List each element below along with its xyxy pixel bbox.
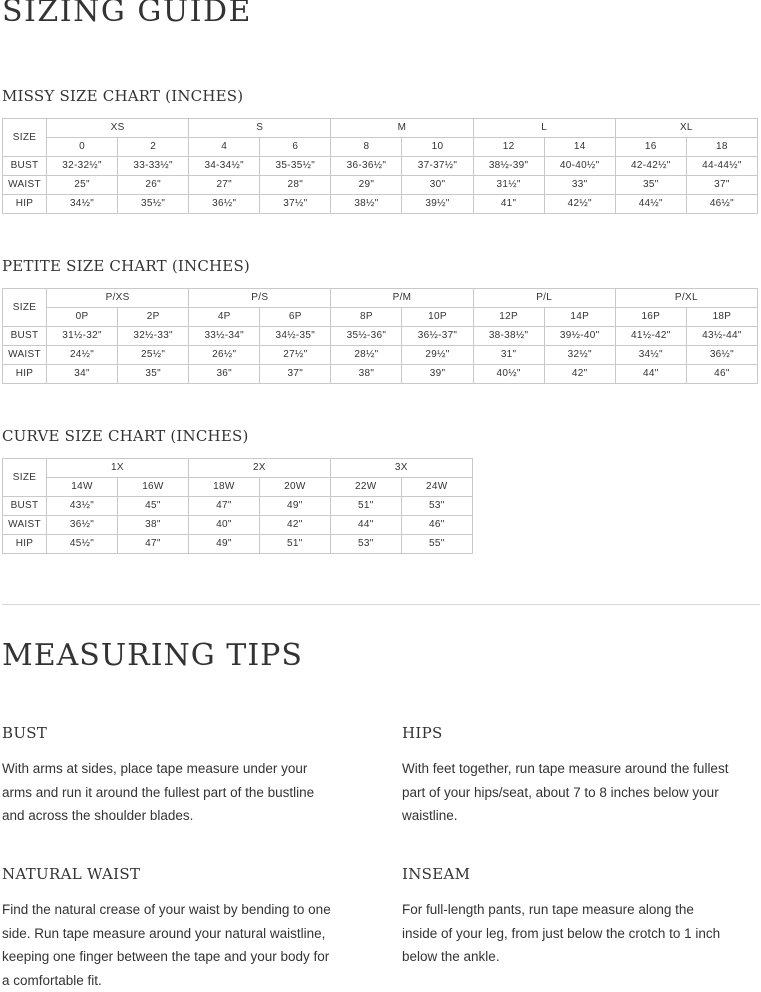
size-number-header: 10 xyxy=(402,138,473,157)
size-group-header: 1X xyxy=(47,459,189,478)
measurement-cell: 26½" xyxy=(189,346,260,365)
size-number-header: 10P xyxy=(402,308,473,327)
size-group-header: 3X xyxy=(330,459,472,478)
measurement-cell: 37½" xyxy=(260,195,331,214)
tip-bust xyxy=(2,724,332,828)
measurement-cell: 37" xyxy=(686,176,757,195)
size-number-header: 6P xyxy=(260,308,331,327)
tip-body: With arms at sides, place tape measure under your arms and run it around the fullest part of the bustline and across the shoulder blades. xyxy=(2,761,315,823)
measurement-cell: 34½" xyxy=(47,195,118,214)
measurement-cell: 29½" xyxy=(402,346,473,365)
size-group-header: XS xyxy=(47,119,189,138)
measurement-cell: 53" xyxy=(330,535,401,554)
size-number-header: 18W xyxy=(188,478,259,497)
size-number-header: 2P xyxy=(118,308,189,327)
measurement-cell: 29" xyxy=(331,176,402,195)
measurement-cell: 45½" xyxy=(47,535,118,554)
measurement-cell: 49" xyxy=(188,535,259,554)
measurement-cell: 38½-39" xyxy=(473,157,544,176)
measurement-cell: 42½" xyxy=(544,195,615,214)
measurement-label: WAIST xyxy=(3,176,47,195)
measurement-cell: 43½-44" xyxy=(686,327,757,346)
size-header: SIZE xyxy=(3,459,47,497)
table-row xyxy=(3,195,758,214)
size-number-header: 18 xyxy=(686,138,757,157)
size-group-header: 2X xyxy=(188,459,330,478)
size-group-header: M xyxy=(331,119,473,138)
size-group-header: P/XL xyxy=(615,289,757,308)
missy-size-table xyxy=(2,118,758,214)
measurement-cell: 31½" xyxy=(473,176,544,195)
size-number-header: 24W xyxy=(401,478,472,497)
page-title: SIZING GUIDE xyxy=(2,0,252,29)
table-row xyxy=(3,365,758,384)
tip-heading: INSEAM xyxy=(402,865,471,883)
size-group-header: P/S xyxy=(189,289,331,308)
measurement-cell: 46" xyxy=(686,365,757,384)
measurement-cell: 42" xyxy=(259,516,330,535)
measurement-cell: 44" xyxy=(330,516,401,535)
measurement-cell: 37" xyxy=(260,365,331,384)
measurement-cell: 51" xyxy=(330,497,401,516)
size-group-header: P/L xyxy=(473,289,615,308)
tip-inseam xyxy=(402,865,732,969)
measurement-cell: 39½" xyxy=(402,195,473,214)
curve-chart-title: CURVE SIZE CHART (INCHES) xyxy=(2,427,249,445)
size-number-header: 20W xyxy=(259,478,330,497)
table-row xyxy=(3,535,473,554)
measurement-cell: 34½-35" xyxy=(260,327,331,346)
table-row xyxy=(3,176,758,195)
tip-heading: BUST xyxy=(2,724,48,742)
measurement-cell: 32-32½" xyxy=(47,157,118,176)
measurement-cell: 33-33½" xyxy=(118,157,189,176)
tip-body: For full-length pants, run tape measure along the inside of your leg, from just below the crotch to 1 inch below the ankle. xyxy=(402,902,721,964)
measurement-cell: 35½" xyxy=(118,195,189,214)
size-number-header: 14P xyxy=(544,308,615,327)
table-row xyxy=(3,497,473,516)
size-group-row xyxy=(3,119,758,138)
measurement-cell: 32½-33" xyxy=(118,327,189,346)
measurement-cell: 42" xyxy=(544,365,615,384)
measurement-cell: 36½" xyxy=(686,346,757,365)
size-number-row xyxy=(3,138,758,157)
tip-heading: NATURAL WAIST xyxy=(2,865,141,883)
measurement-cell: 44-44½" xyxy=(686,157,757,176)
tip-body: With feet together, run tape measure around the fullest part of your hips/seat, about 7 to 8 inches below your waistline. xyxy=(402,761,729,823)
measurement-cell: 34½" xyxy=(615,346,686,365)
measurement-cell: 44½" xyxy=(615,195,686,214)
measurement-label: BUST xyxy=(3,497,47,516)
measurement-label: WAIST xyxy=(3,346,47,365)
size-group-header: L xyxy=(473,119,615,138)
measurement-cell: 39" xyxy=(402,365,473,384)
size-number-header: 6 xyxy=(260,138,331,157)
measurement-cell: 35-35½" xyxy=(260,157,331,176)
measurement-cell: 36½" xyxy=(189,195,260,214)
size-header: SIZE xyxy=(3,119,47,157)
measurement-cell: 30" xyxy=(402,176,473,195)
measurement-cell: 28½" xyxy=(331,346,402,365)
measurement-cell: 25" xyxy=(47,176,118,195)
section-divider xyxy=(2,604,760,605)
size-number-header: 12 xyxy=(473,138,544,157)
size-number-header: 8 xyxy=(331,138,402,157)
measurement-label: BUST xyxy=(3,327,47,346)
measurement-label: HIP xyxy=(3,535,47,554)
tip-natural-waist xyxy=(2,865,332,992)
size-number-header: 4 xyxy=(189,138,260,157)
size-group-row xyxy=(3,459,473,478)
measurement-cell: 49" xyxy=(259,497,330,516)
measurement-cell: 36½-37" xyxy=(402,327,473,346)
measurement-cell: 41" xyxy=(473,195,544,214)
measurement-cell: 35½-36" xyxy=(331,327,402,346)
size-number-header: 0 xyxy=(47,138,118,157)
measurement-cell: 46½" xyxy=(686,195,757,214)
missy-chart-title: MISSY SIZE CHART (INCHES) xyxy=(2,87,244,105)
size-header: SIZE xyxy=(3,289,47,327)
measurement-cell: 35" xyxy=(615,176,686,195)
measurement-cell: 42-42½" xyxy=(615,157,686,176)
size-number-row xyxy=(3,308,758,327)
size-number-header: 22W xyxy=(330,478,401,497)
measurement-cell: 31½-32" xyxy=(47,327,118,346)
measurement-cell: 27½" xyxy=(260,346,331,365)
measurement-cell: 37-37½" xyxy=(402,157,473,176)
measurement-cell: 43½" xyxy=(47,497,118,516)
size-number-header: 14 xyxy=(544,138,615,157)
measurement-cell: 46" xyxy=(401,516,472,535)
measurement-cell: 28" xyxy=(260,176,331,195)
measuring-tips-title: MEASURING TIPS xyxy=(2,638,303,673)
size-number-header: 4P xyxy=(189,308,260,327)
measurement-cell: 25½" xyxy=(118,346,189,365)
measurement-cell: 41½-42" xyxy=(615,327,686,346)
size-number-header: 14W xyxy=(47,478,118,497)
measurement-cell: 34-34½" xyxy=(189,157,260,176)
measurement-cell: 40" xyxy=(188,516,259,535)
measurement-cell: 27" xyxy=(189,176,260,195)
size-number-row xyxy=(3,478,473,497)
size-group-header: XL xyxy=(615,119,757,138)
tip-hips xyxy=(402,724,732,828)
measurement-cell: 36-36½" xyxy=(331,157,402,176)
measurement-cell: 45" xyxy=(117,497,188,516)
measurement-label: BUST xyxy=(3,157,47,176)
measurement-cell: 36" xyxy=(189,365,260,384)
measurement-cell: 35" xyxy=(118,365,189,384)
measurement-cell: 47" xyxy=(188,497,259,516)
measurement-cell: 55" xyxy=(401,535,472,554)
size-number-header: 8P xyxy=(331,308,402,327)
measurement-cell: 39½-40" xyxy=(544,327,615,346)
measurement-cell: 32½" xyxy=(544,346,615,365)
size-number-header: 12P xyxy=(473,308,544,327)
size-group-row xyxy=(3,289,758,308)
measurement-cell: 38½" xyxy=(331,195,402,214)
measurement-cell: 31" xyxy=(473,346,544,365)
measurement-cell: 38" xyxy=(331,365,402,384)
petite-size-table xyxy=(2,288,758,384)
measurement-cell: 40-40½" xyxy=(544,157,615,176)
measurement-label: HIP xyxy=(3,195,47,214)
size-number-header: 16W xyxy=(117,478,188,497)
tip-heading: HIPS xyxy=(402,724,443,742)
curve-size-table xyxy=(2,458,473,554)
measurement-cell: 44" xyxy=(615,365,686,384)
table-row xyxy=(3,516,473,535)
petite-chart-title: PETITE SIZE CHART (INCHES) xyxy=(2,257,250,275)
table-row xyxy=(3,157,758,176)
measurement-cell: 51" xyxy=(259,535,330,554)
size-number-header: 2 xyxy=(118,138,189,157)
table-row xyxy=(3,346,758,365)
measurement-cell: 24½" xyxy=(47,346,118,365)
measurement-cell: 33½-34" xyxy=(189,327,260,346)
measurement-cell: 40½" xyxy=(473,365,544,384)
size-number-header: 16P xyxy=(615,308,686,327)
measurement-cell: 38" xyxy=(117,516,188,535)
tip-body: Find the natural crease of your waist by bending to one side. Run tape measure around your natural waistline, keeping one finger between the tape and your body for a comfortable fit. xyxy=(2,902,331,988)
measurement-cell: 36½" xyxy=(47,516,118,535)
measurement-cell: 38-38½" xyxy=(473,327,544,346)
size-number-header: 0P xyxy=(47,308,118,327)
table-row xyxy=(3,327,758,346)
size-number-header: 18P xyxy=(686,308,757,327)
size-group-header: P/M xyxy=(331,289,473,308)
measurement-cell: 34" xyxy=(47,365,118,384)
measurement-cell: 47" xyxy=(117,535,188,554)
measurement-cell: 33" xyxy=(544,176,615,195)
measurement-cell: 53" xyxy=(401,497,472,516)
size-number-header: 16 xyxy=(615,138,686,157)
size-group-header: P/XS xyxy=(47,289,189,308)
measurement-label: WAIST xyxy=(3,516,47,535)
measurement-cell: 26" xyxy=(118,176,189,195)
size-group-header: S xyxy=(189,119,331,138)
measurement-label: HIP xyxy=(3,365,47,384)
